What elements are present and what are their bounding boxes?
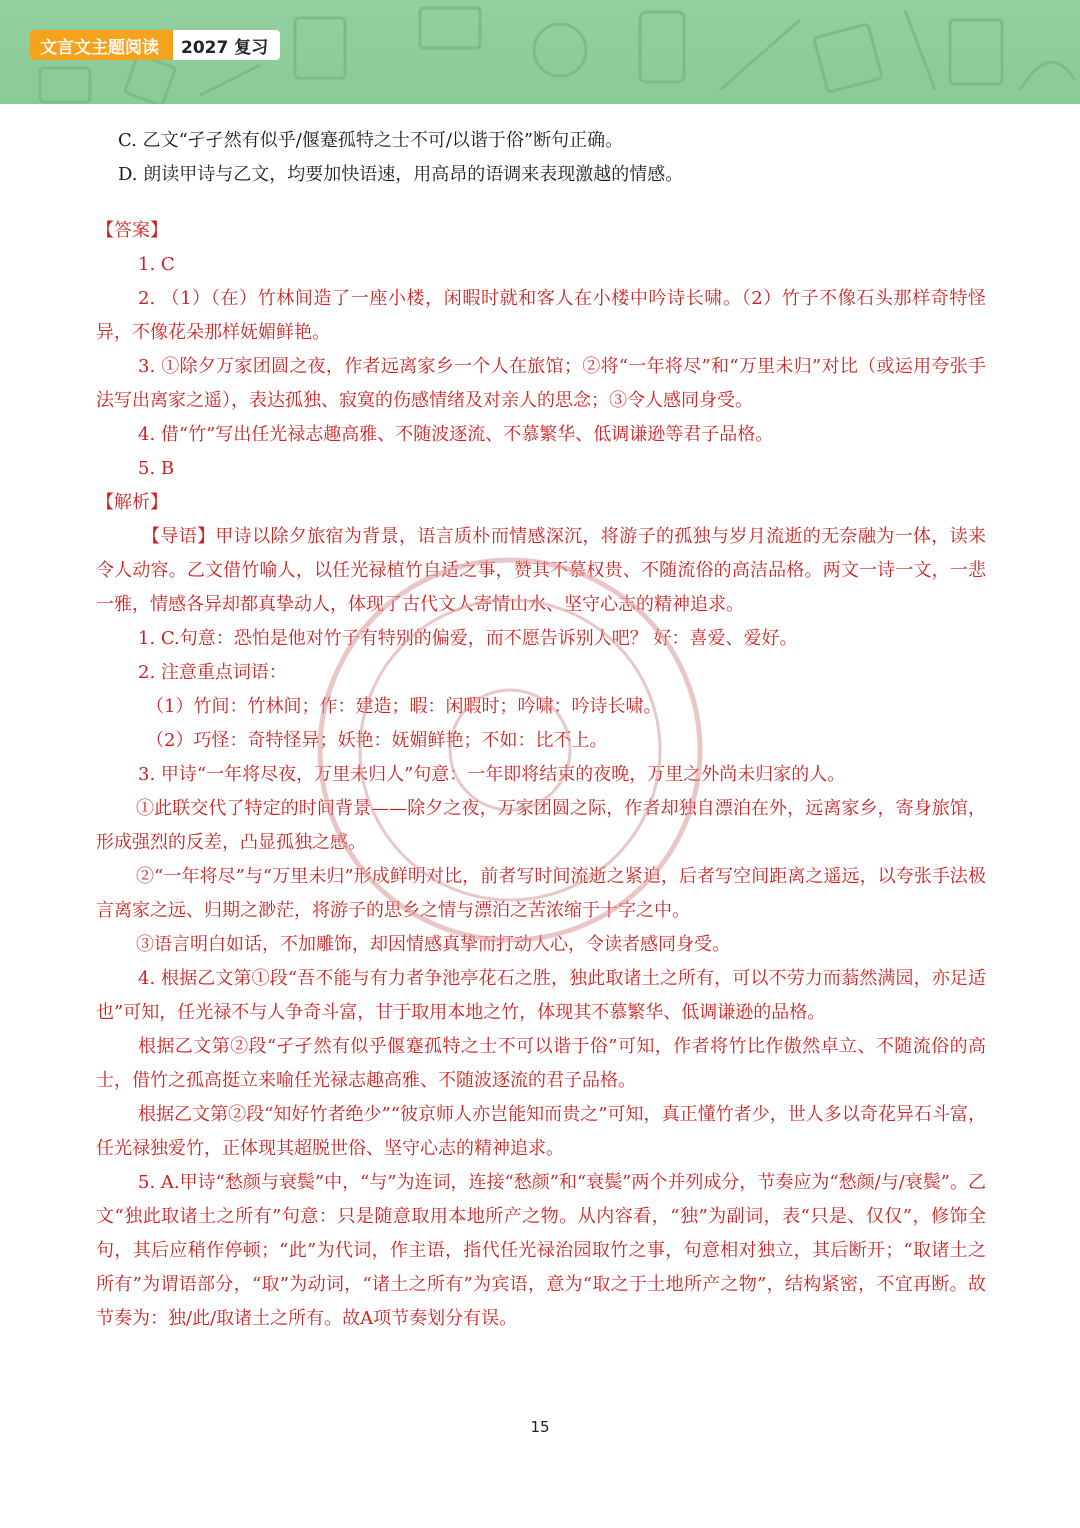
analysis-heading: 【解析】	[96, 492, 168, 513]
tag-title: 文言文主题阅读	[30, 30, 173, 60]
analysis-paragraph: 根据乙文第②段“知好竹者绝少”“彼京师人亦岂能知而贵之”可知，真正懂竹者少，世人多以奇花异石斗富，任光禄独爱竹，正体现其超脱世俗、坚守心志的精神追求。	[96, 1104, 986, 1159]
analysis-paragraph: ③语言明白如话，不加雕饰，却因情感真挚而打动人心，令读者感同身受。	[136, 934, 730, 955]
page-content	[96, 124, 986, 1336]
analysis-paragraph: 4. 根据乙文第①段“吾不能与有力者争池亭花石之胜，独此取诸土之所有，可以不劳力而蓊然满园，亦足适也”可知，任光禄不与人争奇斗富，甘于取用本地之竹，体现其不慕繁华、低调谦逊的品格。	[96, 968, 986, 1023]
option-d: D. 朗读甲诗与乙文，均要加快语速，用高昂的语调来表现激越的情感。	[118, 164, 684, 185]
analysis-paragraph: ②“一年将尽”与“万里未归”形成鲜明对比，前者写时间流逝之紧迫，后者写空间距离之遥远，以夸张手法极言离家之远、归期之渺茫，将游子的思乡之情与漂泊之苦浓缩于十字之中。	[96, 866, 986, 921]
analysis-paragraph: 2. 注意重点词语：	[138, 662, 287, 683]
answer-item: 2. （1）（在）竹林间造了一座小楼，闲暇时就和客人在小楼中吟诗长啸。（2）竹子不像石头那样奇特怪异，不像花朵那样妩媚鲜艳。	[96, 288, 986, 343]
answer-item: 3. ①除夕万家团圆之夜，作者远离家乡一个人在旅馆；②将“一年将尽”和“万里未归”对比（或运用夸张手法写出离家之遥），表达孤独、寂寞的伤感情绪及对亲人的思念；③令人感同身受。	[96, 356, 986, 411]
analysis-intro: 【导语】甲诗以除夕旅宿为背景，语言质朴而情感深沉，将游子的孤独与岁月流逝的无奈融为一体，读来令人动容。乙文借竹喻人，以任光禄植竹自适之事，赞其不慕权贵、不随流俗的高洁品格。两文一诗一文，一悲一雅，情感各异却都真挚动人，体现了古代文人寄情山水、坚守心志的精神追求。	[96, 526, 986, 615]
analysis-paragraph: （1）竹间：竹林间；作：建造；暇：闲暇时；吟啸：吟诗长啸。	[146, 696, 662, 717]
header-banner	[0, 0, 1080, 104]
option-c: C. 乙文“孑孑然有似乎/偃蹇孤特之士不可/以谐于俗”断句正确。	[118, 130, 624, 151]
analysis-paragraph: ①此联交代了特定的时间背景——除夕之夜，万家团圆之际，作者却独自漂泊在外，远离家乡，寄身旅馆，形成强烈的反差，凸显孤独之感。	[96, 798, 986, 853]
answer-item: 5. B	[138, 458, 175, 479]
analysis-paragraph: 1. C.句意：恐怕是他对竹子有特别的偏爱，而不愿告诉别人吧？ 好：喜爱、爱好。	[138, 628, 798, 649]
analysis-paragraph: 3. 甲诗“一年将尽夜，万里未归人”句意：一年即将结束的夜晚，万里之外尚未归家的人。	[138, 764, 846, 785]
answer-item: 4. 借“竹”写出任光禄志趣高雅、不随波逐流、不慕繁华、低调谦逊等君子品格。	[138, 424, 774, 445]
analysis-paragraph: 根据乙文第②段“孑孑然有似乎偃蹇孤特之士不可以谐于俗”可知，作者将竹比作傲然卓立、不随流俗的高士，借竹之孤高挺立来喻任光禄志趣高雅、不随波逐流的君子品格。	[96, 1036, 986, 1091]
analysis-paragraph: 5. A.甲诗“愁颜与衰鬓”中，“与”为连词，连接“愁颜”和“衰鬓”两个并列成分，节奏应为“愁颜/与/衰鬓”。乙文“独此取诸土之所有”句意：只是随意取用本地所产之物。从内容看，“独”为副词，表“只是、仅仅”，修饰全句，其后应稍作停顿；“此”为代词，作主语，指代任光禄治园取竹之事，句意相对独立，其后断开；“取诸土之所有”为谓语部分，“取”为动词，“诸土之所有”为宾语，意为“取之于土地所产之物”，结构紧密，不宜再断。故节奏为：独/此/取诸土之所有。故A项节奏划分有误。	[96, 1172, 986, 1329]
tag-subtitle: 2027 复习	[173, 30, 280, 60]
answer-heading: 【答案】	[96, 220, 168, 241]
analysis-paragraph: （2）巧怪：奇特怪异；妖艳：妩媚鲜艳；不如：比不上。	[146, 730, 608, 751]
section-tag	[30, 30, 280, 60]
answer-item: 1. C	[138, 254, 175, 275]
page-number: 15	[530, 1418, 550, 1436]
